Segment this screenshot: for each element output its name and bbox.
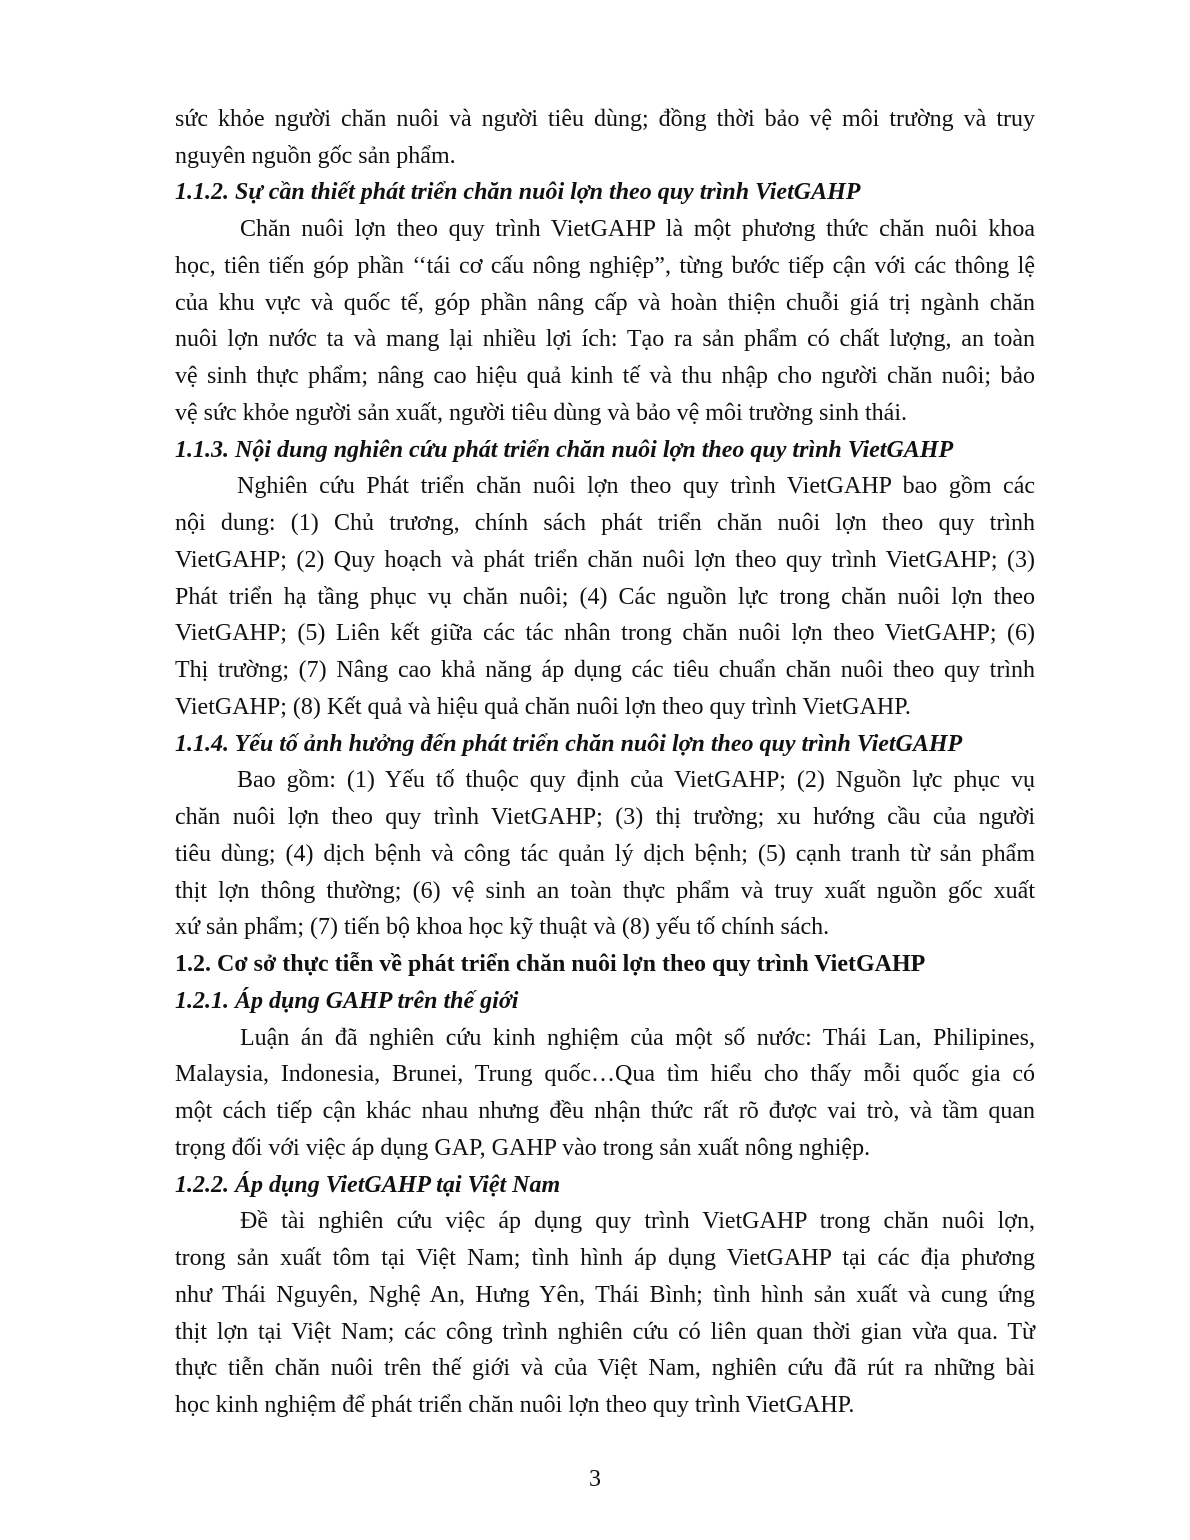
text-line: Thị trường; (7) Nâng cao khả năng áp dụng các tiêu chuẩn chăn nuôi theo quy trình	[175, 657, 1035, 683]
text-line: một cách tiếp cận khác nhau nhưng đều nhận thức rất rõ được vai trò, và tầm quan	[175, 1098, 1035, 1124]
page-number: 3	[589, 1466, 601, 1492]
text-line: nội dung: (1) Chủ trương, chính sách phát triển chăn nuôi lợn theo quy trình	[175, 510, 1035, 536]
text-line: chăn nuôi lợn theo quy trình VietGAHP; (3) thị trường; xu hướng cầu của người	[175, 804, 1035, 830]
text-line: thịt lợn tại Việt Nam; các công trình nghiên cứu có liên quan thời gian vừa qua. Từ	[175, 1319, 1035, 1345]
text-line: nguyên nguồn gốc sản phẩm.	[175, 143, 456, 169]
text-line: của khu vực và quốc tế, góp phần nâng cấp và hoàn thiện chuỗi giá trị ngành chăn	[175, 290, 1035, 316]
text-line: trọng đối với việc áp dụng GAP, GAHP vào trong sản xuất nông nghiệp.	[175, 1135, 871, 1161]
text-line: Chăn nuôi lợn theo quy trình VietGAHP là một phương thức chăn nuôi khoa	[240, 216, 1035, 242]
text-line: tiêu dùng; (4) dịch bệnh và công tác quản lý dịch bệnh; (5) cạnh tranh từ sản phẩm	[175, 841, 1035, 867]
section-heading-1-2-2: 1.2.2. Áp dụng VietGAHP tại Việt Nam	[175, 1172, 561, 1198]
text-line: Malaysia, Indonesia, Brunei, Trung quốc…Qua tìm hiểu cho thấy mỗi quốc gia có	[175, 1061, 1035, 1087]
text-line: trong sản xuất tôm tại Việt Nam; tình hình áp dụng VietGAHP tại các địa phương	[175, 1245, 1035, 1271]
text-line: VietGAHP; (8) Kết quả và hiệu quả chăn nuôi lợn theo quy trình VietGAHP.	[175, 694, 911, 720]
text-line: học kinh nghiệm để phát triển chăn nuôi lợn theo quy trình VietGAHP.	[175, 1392, 855, 1418]
text-line: Đề tài nghiên cứu việc áp dụng quy trình VietGAHP trong chăn nuôi lợn,	[240, 1208, 1035, 1234]
text-line: thực tiễn chăn nuôi trên thế giới và của Việt Nam, nghiên cứu đã rút ra những bài	[175, 1355, 1035, 1381]
text-line: Phát triển hạ tầng phục vụ chăn nuôi; (4) Các nguồn lực trong chăn nuôi lợn theo	[175, 584, 1035, 610]
text-line: vệ sinh thực phẩm; nâng cao hiệu quả kinh tế và thu nhập cho người chăn nuôi; bảo	[175, 363, 1035, 389]
text-line: học, tiên tiến góp phần ‘‘tái cơ cấu nông nghiệp”, từng bước tiếp cận với các thông lệ	[175, 253, 1035, 279]
section-heading-1-2: 1.2. Cơ sở thực tiễn về phát triển chăn nuôi lợn theo quy trình VietGAHP	[175, 951, 926, 977]
text-line: Nghiên cứu Phát triển chăn nuôi lợn theo quy trình VietGAHP bao gồm các	[237, 473, 1035, 499]
text-line: nuôi lợn nước ta và mang lại nhiều lợi ích: Tạo ra sản phẩm có chất lượng, an toàn	[175, 326, 1035, 352]
text-line: Luận án đã nghiên cứu kinh nghiệm của một số nước: Thái Lan, Philipines,	[240, 1025, 1035, 1051]
section-heading-1-2-1: 1.2.1. Áp dụng GAHP trên thế giới	[175, 988, 519, 1014]
text-line: VietGAHP; (2) Quy hoạch và phát triển chăn nuôi lợn theo quy trình VietGAHP; (3)	[175, 547, 1035, 573]
text-line: xứ sản phẩm; (7) tiến bộ khoa học kỹ thuật và (8) yếu tố chính sách.	[175, 914, 830, 940]
section-heading-1-1-4: 1.1.4. Yếu tố ảnh hưởng đến phát triển chăn nuôi lợn theo quy trình VietGAHP	[175, 731, 963, 757]
text-line: như Thái Nguyên, Nghệ An, Hưng Yên, Thái Bình; tình hình sản xuất và cung ứng	[175, 1282, 1035, 1308]
text-line: thịt lợn thông thường; (6) vệ sinh an toàn thực phẩm và truy xuất nguồn gốc xuất	[175, 878, 1035, 904]
text-line: sức khỏe người chăn nuôi và người tiêu dùng; đồng thời bảo vệ môi trường và truy	[175, 106, 1035, 132]
text-line: vệ sức khỏe người sản xuất, người tiêu dùng và bảo vệ môi trường sinh thái.	[175, 400, 907, 426]
section-heading-1-1-3: 1.1.3. Nội dung nghiên cứu phát triển chăn nuôi lợn theo quy trình VietGAHP	[175, 437, 954, 463]
text-line: Bao gồm: (1) Yếu tố thuộc quy định của VietGAHP; (2) Nguồn lực phục vụ	[237, 767, 1035, 793]
section-heading-1-1-2: 1.1.2. Sự cần thiết phát triển chăn nuôi lợn theo quy trình VietGAHP	[175, 179, 861, 205]
text-line: VietGAHP; (5) Liên kết giữa các tác nhân trong chăn nuôi lợn theo VietGAHP; (6)	[175, 620, 1035, 646]
